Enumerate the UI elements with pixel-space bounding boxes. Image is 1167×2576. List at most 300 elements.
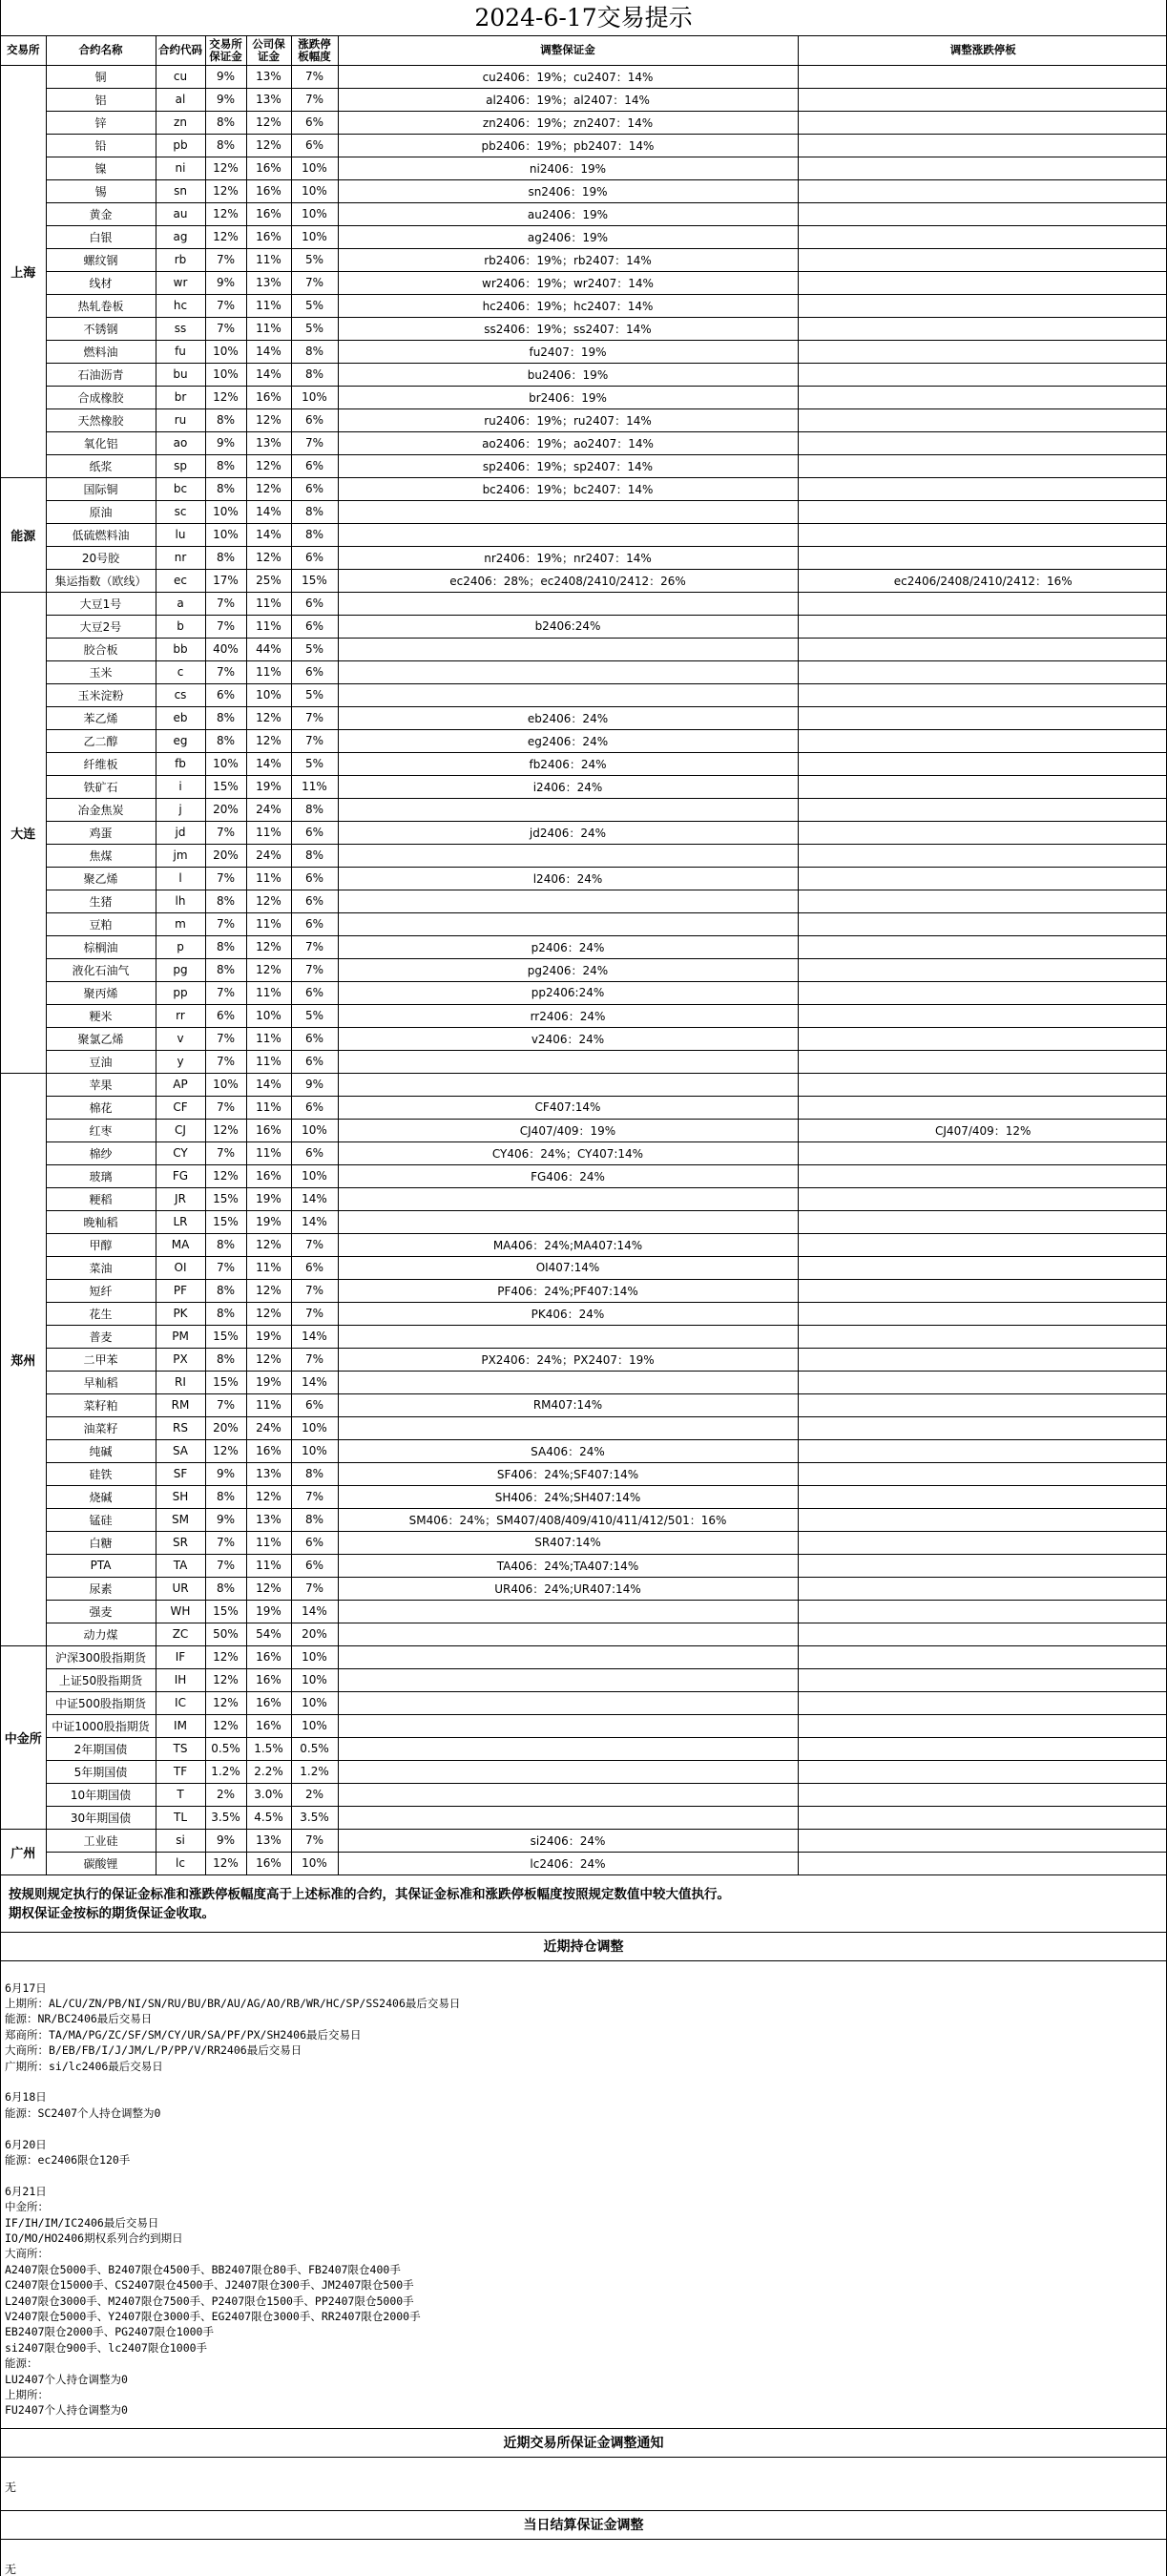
table-row xyxy=(1,1210,1167,1233)
adjusted-limit-cell xyxy=(798,408,1167,431)
exchange-margin-cell: 8% xyxy=(205,408,246,431)
table-row xyxy=(1,1164,1167,1187)
header-exchange-margin: 交易所保证金 xyxy=(205,36,246,65)
contract-code-cell: PK xyxy=(156,1302,205,1325)
contract-name-cell: 上证50股指期货 xyxy=(46,1668,156,1691)
contract-name-cell: 纤维板 xyxy=(46,752,156,775)
table-row xyxy=(1,867,1167,890)
contract-name-cell: 大豆1号 xyxy=(46,592,156,615)
adjusted-margin-cell xyxy=(338,500,798,523)
contract-name-cell: 二甲苯 xyxy=(46,1348,156,1371)
adjusted-limit-cell xyxy=(798,1462,1167,1485)
company-margin-cell: 12% xyxy=(246,546,291,569)
contract-name-cell: 普麦 xyxy=(46,1325,156,1348)
contract-code-cell: OI xyxy=(156,1256,205,1279)
company-margin-cell: 12% xyxy=(246,454,291,477)
contract-code-cell: ag xyxy=(156,225,205,248)
exchange-margin-cell: 10% xyxy=(205,1073,246,1096)
table-row xyxy=(1,981,1167,1004)
limit-range-cell: 7% xyxy=(291,1233,338,1256)
adjusted-limit-cell xyxy=(798,1050,1167,1073)
exchange-margin-cell: 20% xyxy=(205,798,246,821)
limit-range-cell: 10% xyxy=(291,1164,338,1187)
exchange-margin-cell: 20% xyxy=(205,844,246,867)
adjusted-limit-cell xyxy=(798,271,1167,294)
exchange-margin-cell: 9% xyxy=(205,1462,246,1485)
company-margin-cell: 11% xyxy=(246,660,291,683)
limit-range-cell: 6% xyxy=(291,867,338,890)
adjusted-limit-cell xyxy=(798,477,1167,500)
limit-range-cell: 6% xyxy=(291,890,338,912)
company-margin-cell: 12% xyxy=(246,111,291,134)
limit-range-cell: 7% xyxy=(291,1485,338,1508)
adjusted-limit-cell xyxy=(798,1531,1167,1554)
limit-range-cell: 7% xyxy=(291,958,338,981)
limit-range-cell: 14% xyxy=(291,1371,338,1393)
limit-range-cell: 14% xyxy=(291,1210,338,1233)
limit-range-cell: 5% xyxy=(291,317,338,340)
limit-range-cell: 6% xyxy=(291,1554,338,1577)
contract-name-cell: 大豆2号 xyxy=(46,615,156,638)
table-row xyxy=(1,1141,1167,1164)
adjusted-margin-cell: CJ407/409：19% xyxy=(338,1119,798,1141)
table-row xyxy=(1,1187,1167,1210)
exchange-margin-cell: 9% xyxy=(205,431,246,454)
exchange-margin-cell: 7% xyxy=(205,317,246,340)
contract-code-cell: i xyxy=(156,775,205,798)
adjusted-limit-cell xyxy=(798,1164,1167,1187)
contract-code-cell: SA xyxy=(156,1439,205,1462)
adjusted-margin-cell: ag2406：19% xyxy=(338,225,798,248)
company-margin-cell: 44% xyxy=(246,638,291,660)
contract-name-cell: 热轧卷板 xyxy=(46,294,156,317)
limit-range-cell: 11% xyxy=(291,775,338,798)
contract-name-cell: 天然橡胶 xyxy=(46,408,156,431)
contract-code-cell: jd xyxy=(156,821,205,844)
exchange-margin-cell: 12% xyxy=(205,225,246,248)
contract-code-cell: FG xyxy=(156,1164,205,1187)
company-margin-cell: 16% xyxy=(246,225,291,248)
adjusted-limit-cell xyxy=(798,775,1167,798)
limit-range-cell: 15% xyxy=(291,569,338,592)
company-margin-cell: 13% xyxy=(246,431,291,454)
exchange-margin-cell: 10% xyxy=(205,340,246,363)
contract-name-cell: 焦煤 xyxy=(46,844,156,867)
adjusted-margin-cell: ni2406：19% xyxy=(338,157,798,179)
contract-name-cell: 短纤 xyxy=(46,1279,156,1302)
contract-name-cell: 白银 xyxy=(46,225,156,248)
adjusted-margin-cell xyxy=(338,1050,798,1073)
contract-name-cell: 玉米淀粉 xyxy=(46,683,156,706)
contract-name-cell: 铅 xyxy=(46,134,156,157)
exchange-margin-cell: 7% xyxy=(205,1096,246,1119)
contract-code-cell: LR xyxy=(156,1210,205,1233)
exchange-margin-cell: 12% xyxy=(205,386,246,408)
adjusted-margin-cell xyxy=(338,1371,798,1393)
adjusted-margin-cell: SR407:14% xyxy=(338,1531,798,1554)
contract-code-cell: m xyxy=(156,912,205,935)
company-margin-cell: 12% xyxy=(246,958,291,981)
adjusted-margin-cell: wr2406：19%；wr2407：14% xyxy=(338,271,798,294)
limit-range-cell: 8% xyxy=(291,500,338,523)
company-margin-cell: 19% xyxy=(246,775,291,798)
contract-code-cell: TS xyxy=(156,1737,205,1760)
adjusted-limit-cell xyxy=(798,1348,1167,1371)
adjusted-margin-cell: rb2406：19%；rb2407：14% xyxy=(338,248,798,271)
adjusted-margin-cell xyxy=(338,683,798,706)
contract-code-cell: lu xyxy=(156,523,205,546)
adjusted-margin-cell xyxy=(338,1623,798,1645)
company-margin-cell: 14% xyxy=(246,363,291,386)
exchange-margin-cell: 9% xyxy=(205,271,246,294)
table-row xyxy=(1,1439,1167,1462)
position-note-line: A2407限仓5000手、B2407限仓4500手、BB2407限仓80手、FB2407限仓400手 xyxy=(5,2262,401,2276)
contract-name-cell: 低硫燃料油 xyxy=(46,523,156,546)
contract-code-cell: WH xyxy=(156,1600,205,1623)
company-margin-cell: 14% xyxy=(246,752,291,775)
adjusted-margin-cell xyxy=(338,844,798,867)
position-note-line xyxy=(5,2074,1162,2089)
contract-code-cell: JR xyxy=(156,1187,205,1210)
table-row xyxy=(1,1004,1167,1027)
table-row xyxy=(1,111,1167,134)
limit-range-cell: 6% xyxy=(291,1096,338,1119)
rule-note-line: 期权保证金按标的期货保证金收取。 xyxy=(9,1905,215,1921)
adjusted-limit-cell xyxy=(798,592,1167,615)
adjusted-margin-cell xyxy=(338,1210,798,1233)
contract-name-cell: 20号胶 xyxy=(46,546,156,569)
exchange-margin-cell: 7% xyxy=(205,294,246,317)
table-row xyxy=(1,1027,1167,1050)
recent-position-body xyxy=(1,1961,1166,2429)
exchange-margin-cell: 7% xyxy=(205,867,246,890)
limit-range-cell: 6% xyxy=(291,592,338,615)
table-row xyxy=(1,1531,1167,1554)
adjusted-limit-cell xyxy=(798,1783,1167,1806)
limit-range-cell: 6% xyxy=(291,1393,338,1416)
contract-name-cell: 黄金 xyxy=(46,202,156,225)
limit-range-cell: 10% xyxy=(291,1645,338,1668)
limit-range-cell: 6% xyxy=(291,408,338,431)
adjusted-limit-cell: ec2406/2408/2410/2412：16% xyxy=(798,569,1167,592)
table-row xyxy=(1,1119,1167,1141)
table-row xyxy=(1,1623,1167,1645)
adjusted-margin-cell: FG406：24% xyxy=(338,1164,798,1187)
adjusted-margin-cell: au2406：19% xyxy=(338,202,798,225)
exchange-margin-cell: 12% xyxy=(205,1164,246,1187)
limit-range-cell: 1.2% xyxy=(291,1760,338,1783)
contract-code-cell: al xyxy=(156,88,205,111)
adjusted-limit-cell xyxy=(798,546,1167,569)
contract-code-cell: jm xyxy=(156,844,205,867)
position-note-line: 能源：ec2406限仓120手 xyxy=(5,2152,131,2167)
position-note-line: EB2407限仓2000手、PG2407限仓1000手 xyxy=(5,2325,214,2339)
exchange-margin-cell: 7% xyxy=(205,1027,246,1050)
contract-name-cell: 集运指数（欧线） xyxy=(46,569,156,592)
adjusted-limit-cell xyxy=(798,1691,1167,1714)
exchange-margin-cell: 15% xyxy=(205,1600,246,1623)
contract-code-cell: SH xyxy=(156,1485,205,1508)
contract-name-cell: 烧碱 xyxy=(46,1485,156,1508)
company-margin-cell: 11% xyxy=(246,1393,291,1416)
contract-name-cell: 国际铜 xyxy=(46,477,156,500)
exchange-margin-cell: 15% xyxy=(205,1325,246,1348)
adjusted-limit-cell xyxy=(798,1416,1167,1439)
limit-range-cell: 7% xyxy=(291,88,338,111)
contract-name-cell: PTA xyxy=(46,1554,156,1577)
contract-code-cell: IM xyxy=(156,1714,205,1737)
adjusted-limit-cell xyxy=(798,1623,1167,1645)
settlement-margin-body: 无 xyxy=(5,2562,17,2576)
table-row xyxy=(1,1256,1167,1279)
adjusted-limit-cell xyxy=(798,638,1167,660)
contract-code-cell: wr xyxy=(156,271,205,294)
limit-range-cell: 14% xyxy=(291,1187,338,1210)
contract-name-cell: 镍 xyxy=(46,157,156,179)
company-margin-cell: 12% xyxy=(246,1233,291,1256)
table-row xyxy=(1,1783,1167,1806)
exchange-cell: 郑州 xyxy=(1,1073,46,1645)
contract-name-cell: 10年期国债 xyxy=(46,1783,156,1806)
company-margin-cell: 16% xyxy=(246,1645,291,1668)
adjusted-margin-cell: ru2406：19%；ru2407：14% xyxy=(338,408,798,431)
position-note-line: IO/MO/HO2406期权系列合约到期日 xyxy=(5,2230,183,2245)
exchange-margin-cell: 12% xyxy=(205,1645,246,1668)
contract-code-cell: RI xyxy=(156,1371,205,1393)
position-note-line: 上期所： xyxy=(5,2388,49,2402)
limit-range-cell: 6% xyxy=(291,1050,338,1073)
adjusted-margin-cell: nr2406：19%；nr2407：14% xyxy=(338,546,798,569)
table-row xyxy=(1,1714,1167,1737)
limit-range-cell: 7% xyxy=(291,65,338,88)
contract-code-cell: TL xyxy=(156,1806,205,1829)
adjusted-margin-cell xyxy=(338,912,798,935)
contract-code-cell: fu xyxy=(156,340,205,363)
contract-name-cell: 聚氯乙烯 xyxy=(46,1027,156,1050)
table-row xyxy=(1,271,1167,294)
limit-range-cell: 7% xyxy=(291,1577,338,1600)
table-row xyxy=(1,1691,1167,1714)
contract-code-cell: RS xyxy=(156,1416,205,1439)
company-margin-cell: 16% xyxy=(246,1164,291,1187)
adjusted-limit-cell xyxy=(798,1371,1167,1393)
adjusted-limit-cell xyxy=(798,1279,1167,1302)
adjusted-margin-cell: SH406：24%;SH407:14% xyxy=(338,1485,798,1508)
company-margin-cell: 13% xyxy=(246,1508,291,1531)
contract-code-cell: j xyxy=(156,798,205,821)
contract-name-cell: 棕榈油 xyxy=(46,935,156,958)
contract-code-cell: l xyxy=(156,867,205,890)
adjusted-limit-cell xyxy=(798,821,1167,844)
contract-name-cell: 豆油 xyxy=(46,1050,156,1073)
limit-range-cell: 7% xyxy=(291,729,338,752)
adjusted-margin-cell: eg2406：24% xyxy=(338,729,798,752)
limit-range-cell: 14% xyxy=(291,1325,338,1348)
exchange-margin-cell: 8% xyxy=(205,935,246,958)
adjusted-limit-cell xyxy=(798,683,1167,706)
limit-range-cell: 20% xyxy=(291,1623,338,1645)
adjusted-margin-cell: v2406：24% xyxy=(338,1027,798,1050)
exchange-margin-cell: 15% xyxy=(205,1210,246,1233)
contract-code-cell: pg xyxy=(156,958,205,981)
header-adjusted-margin: 调整保证金 xyxy=(338,36,798,65)
adjusted-limit-cell xyxy=(798,340,1167,363)
adjusted-margin-cell: hc2406：19%；hc2407：14% xyxy=(338,294,798,317)
adjusted-limit-cell xyxy=(798,1256,1167,1279)
position-note-line xyxy=(5,2168,1162,2183)
exchange-margin-cell: 8% xyxy=(205,454,246,477)
adjusted-margin-cell: si2406：24% xyxy=(338,1829,798,1852)
contract-name-cell: 豆粕 xyxy=(46,912,156,935)
limit-range-cell: 6% xyxy=(291,134,338,157)
company-margin-cell: 12% xyxy=(246,477,291,500)
adjusted-limit-cell xyxy=(798,179,1167,202)
limit-range-cell: 8% xyxy=(291,523,338,546)
exchange-margin-cell: 1.2% xyxy=(205,1760,246,1783)
table-row xyxy=(1,1371,1167,1393)
exchange-cell: 大连 xyxy=(1,592,46,1073)
contract-code-cell: CF xyxy=(156,1096,205,1119)
adjusted-limit-cell xyxy=(798,294,1167,317)
contract-name-cell: 沪深300股指期货 xyxy=(46,1645,156,1668)
contract-name-cell: 动力煤 xyxy=(46,1623,156,1645)
exchange-margin-cell: 15% xyxy=(205,775,246,798)
exchange-margin-cell: 12% xyxy=(205,1119,246,1141)
table-row xyxy=(1,546,1167,569)
table-row xyxy=(1,1348,1167,1371)
contract-code-cell: ru xyxy=(156,408,205,431)
company-margin-cell: 12% xyxy=(246,1302,291,1325)
company-margin-cell: 11% xyxy=(246,821,291,844)
company-margin-cell: 14% xyxy=(246,340,291,363)
exchange-margin-cell: 8% xyxy=(205,1279,246,1302)
table-row xyxy=(1,1737,1167,1760)
table-row xyxy=(1,1325,1167,1348)
limit-range-cell: 6% xyxy=(291,615,338,638)
limit-range-cell: 10% xyxy=(291,202,338,225)
limit-range-cell: 7% xyxy=(291,1348,338,1371)
exchange-margin-cell: 8% xyxy=(205,729,246,752)
adjusted-limit-cell xyxy=(798,958,1167,981)
exchange-margin-cell: 8% xyxy=(205,477,246,500)
adjusted-limit-cell xyxy=(798,1806,1167,1829)
adjusted-limit-cell xyxy=(798,111,1167,134)
adjusted-margin-cell: MA406：24%;MA407:14% xyxy=(338,1233,798,1256)
limit-range-cell: 10% xyxy=(291,386,338,408)
adjusted-margin-cell: zn2406：19%；zn2407：14% xyxy=(338,111,798,134)
contract-name-cell: 胶合板 xyxy=(46,638,156,660)
limit-range-cell: 8% xyxy=(291,363,338,386)
company-margin-cell: 12% xyxy=(246,1577,291,1600)
exchange-margin-cell: 8% xyxy=(205,1233,246,1256)
company-margin-cell: 11% xyxy=(246,1050,291,1073)
limit-range-cell: 10% xyxy=(291,179,338,202)
limit-range-cell: 10% xyxy=(291,1416,338,1439)
limit-range-cell: 10% xyxy=(291,1439,338,1462)
contract-name-cell: 碳酸锂 xyxy=(46,1852,156,1874)
limit-range-cell: 6% xyxy=(291,1027,338,1050)
header-exchange: 交易所 xyxy=(1,36,46,65)
company-margin-cell: 12% xyxy=(246,1485,291,1508)
company-margin-cell: 24% xyxy=(246,844,291,867)
company-margin-cell: 12% xyxy=(246,935,291,958)
adjusted-margin-cell: ao2406：19%；ao2407：14% xyxy=(338,431,798,454)
company-margin-cell: 11% xyxy=(246,1141,291,1164)
adjusted-limit-cell xyxy=(798,1714,1167,1737)
table-row xyxy=(1,1600,1167,1623)
contract-name-cell: 玻璃 xyxy=(46,1164,156,1187)
table-row xyxy=(1,1233,1167,1256)
adjusted-limit-cell xyxy=(798,1233,1167,1256)
adjusted-margin-cell: PX2406：24%；PX2407：19% xyxy=(338,1348,798,1371)
adjusted-limit-cell xyxy=(798,88,1167,111)
limit-range-cell: 6% xyxy=(291,477,338,500)
contract-name-cell: 5年期国债 xyxy=(46,1760,156,1783)
adjusted-margin-cell: TA406：24%;TA407:14% xyxy=(338,1554,798,1577)
position-note-line: si2407限仓900手、lc2407限仓1000手 xyxy=(5,2340,208,2355)
contract-code-cell: ec xyxy=(156,569,205,592)
exchange-margin-cell: 8% xyxy=(205,1577,246,1600)
position-note-line: V2407限仓5000手、Y2407限仓3000手、EG2407限仓3000手、RR2407限仓2000手 xyxy=(5,2309,421,2323)
position-note-line: 6月17日 xyxy=(5,1980,47,1995)
contract-code-cell: CY xyxy=(156,1141,205,1164)
table-row xyxy=(1,1806,1167,1829)
adjusted-limit-cell xyxy=(798,798,1167,821)
adjusted-margin-cell: eb2406：24% xyxy=(338,706,798,729)
company-margin-cell: 14% xyxy=(246,500,291,523)
exchange-margin-cell: 2% xyxy=(205,1783,246,1806)
contract-code-cell: pb xyxy=(156,134,205,157)
contract-name-cell: 鸡蛋 xyxy=(46,821,156,844)
adjusted-margin-cell xyxy=(338,592,798,615)
adjusted-margin-cell: p2406：24% xyxy=(338,935,798,958)
company-margin-cell: 11% xyxy=(246,1531,291,1554)
adjusted-limit-cell xyxy=(798,1508,1167,1531)
adjusted-margin-cell: PF406：24%;PF407:14% xyxy=(338,1279,798,1302)
table-row xyxy=(1,340,1167,363)
adjusted-margin-cell: CY406：24%；CY407:14% xyxy=(338,1141,798,1164)
contract-name-cell: 甲醇 xyxy=(46,1233,156,1256)
company-margin-cell: 13% xyxy=(246,271,291,294)
adjusted-margin-cell: OI407:14% xyxy=(338,1256,798,1279)
limit-range-cell: 10% xyxy=(291,225,338,248)
limit-range-cell: 5% xyxy=(291,683,338,706)
table-row xyxy=(1,660,1167,683)
exchange-cell: 上海 xyxy=(1,65,46,477)
company-margin-cell: 16% xyxy=(246,1668,291,1691)
contract-code-cell: IF xyxy=(156,1645,205,1668)
adjusted-limit-cell xyxy=(798,660,1167,683)
contract-code-cell: IC xyxy=(156,1691,205,1714)
contract-code-cell: CJ xyxy=(156,1119,205,1141)
table-row xyxy=(1,134,1167,157)
contract-code-cell: cu xyxy=(156,65,205,88)
position-note-line: FU2407个人持仓调整为0 xyxy=(5,2403,128,2418)
exchange-margin-cell: 12% xyxy=(205,179,246,202)
contract-code-cell: cs xyxy=(156,683,205,706)
exchange-margin-cell: 12% xyxy=(205,202,246,225)
exchange-margin-cell: 12% xyxy=(205,157,246,179)
adjusted-limit-cell xyxy=(798,752,1167,775)
adjusted-limit-cell xyxy=(798,1760,1167,1783)
limit-range-cell: 7% xyxy=(291,271,338,294)
adjusted-limit-cell xyxy=(798,1073,1167,1096)
company-margin-cell: 19% xyxy=(246,1325,291,1348)
contract-code-cell: sp xyxy=(156,454,205,477)
company-margin-cell: 19% xyxy=(246,1600,291,1623)
limit-range-cell: 9% xyxy=(291,1073,338,1096)
contract-name-cell: 硅铁 xyxy=(46,1462,156,1485)
